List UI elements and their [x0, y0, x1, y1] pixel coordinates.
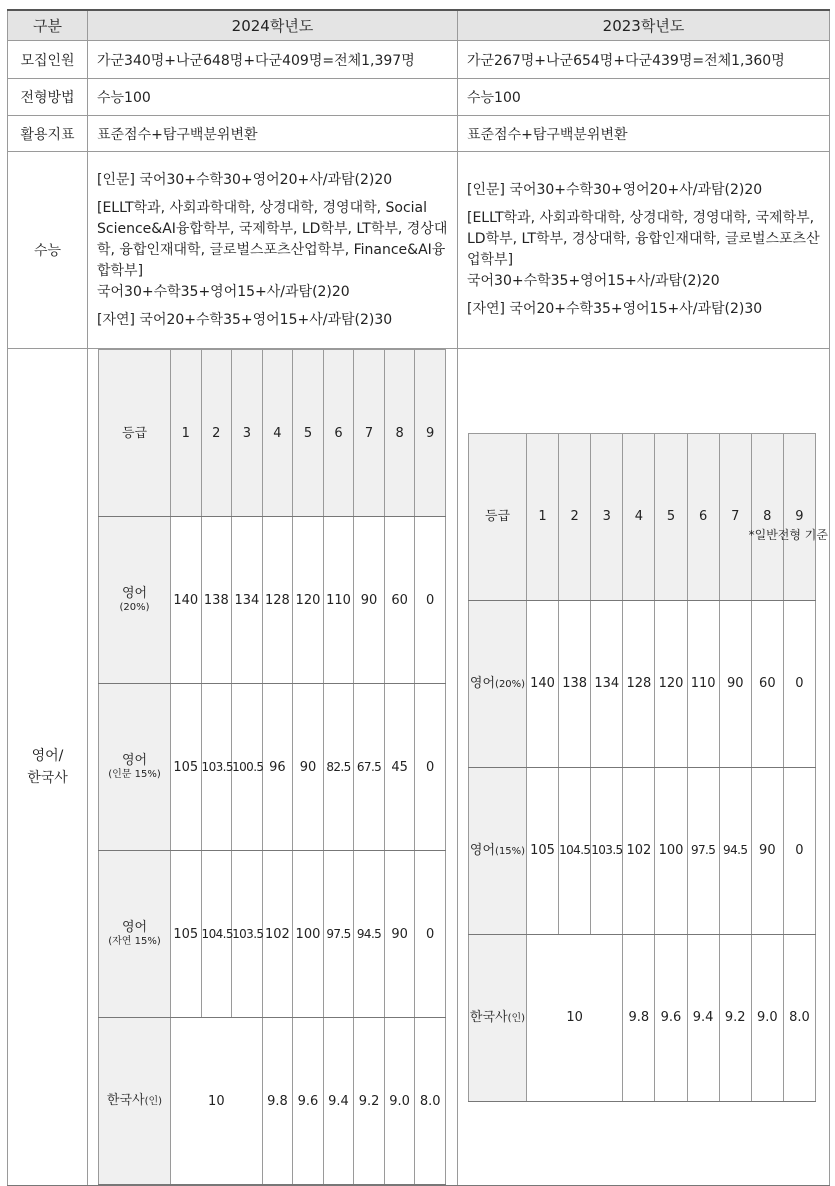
- korean-history-row: [99, 1018, 446, 1185]
- score-cell: 45: [384, 684, 415, 851]
- grade-number: 8: [751, 433, 783, 600]
- score-cell: 128: [623, 600, 655, 767]
- index-2023: 표준점수+탐구백분위변환: [458, 116, 830, 152]
- score-cell: 60: [751, 600, 783, 767]
- english-20-label: 영어 (20%): [99, 517, 171, 684]
- score-cell: 9.8: [262, 1018, 293, 1185]
- method-2024: 수능100: [88, 79, 458, 116]
- score-cell: 9.2: [354, 1018, 385, 1185]
- grade-header-label: 등급: [99, 350, 171, 517]
- header-category: 구분: [8, 10, 88, 41]
- grades-2024-cell: [88, 349, 458, 1186]
- suneung-2024-science: [자연] 국어20+수학35+영어15+사/과탐(2)30: [97, 311, 393, 328]
- grade-header-row: [99, 350, 446, 517]
- english-15-humanities-row: [99, 684, 446, 851]
- score-cell: 97.5: [323, 851, 354, 1018]
- admission-comparison-table: [7, 9, 830, 1186]
- suneung-2024-depts: [ELLT학과, 사회과학대학, 상경대학, 경영대학, Social Science&AI융합학부, 국제학부, LD학부, LT학부, 경상대학, 융합인재대학, 글로벌스포츠산업학부, Finance&AI융합학부]: [97, 199, 448, 279]
- score-cell: 82.5: [323, 684, 354, 851]
- score-cell: 8.0: [783, 934, 815, 1101]
- grade-number: 8: [384, 350, 415, 517]
- score-cell: 110: [687, 600, 719, 767]
- english-15-science-label: 영어 (자연 15%): [99, 851, 171, 1018]
- grade-number: 1: [171, 350, 202, 517]
- row-label-suneung: 수능: [8, 152, 88, 349]
- score-cell: 90: [354, 517, 385, 684]
- header-2023: 2023학년도: [458, 10, 830, 41]
- score-cell: 9.2: [719, 934, 751, 1101]
- score-cell: 9.4: [687, 934, 719, 1101]
- english-20-row: [469, 600, 816, 767]
- grade-number: 4: [623, 433, 655, 600]
- score-cell: 103.5: [591, 767, 623, 934]
- grade-header-label: 등급: [469, 433, 527, 600]
- score-cell: 97.5: [687, 767, 719, 934]
- suneung-2023-depts-formula: 국어30+수학35+영어15+사/과탐(2)20: [467, 273, 720, 289]
- score-cell: 134: [232, 517, 263, 684]
- score-cell: 140: [527, 600, 559, 767]
- row-method: [8, 79, 830, 116]
- grade-number: 3: [232, 350, 263, 517]
- grade-number: 2: [201, 350, 232, 517]
- grade-header-row: [469, 433, 816, 600]
- footnote: *일반전형 기준: [748, 528, 828, 542]
- suneung-2024: [88, 152, 458, 349]
- english-20-row: [99, 517, 446, 684]
- score-cell: 100: [293, 851, 324, 1018]
- score-cell: 9.6: [655, 934, 687, 1101]
- suneung-2023: [458, 152, 830, 349]
- score-cell: 138: [201, 517, 232, 684]
- score-cell: 9.4: [323, 1018, 354, 1185]
- grades-2023-cell: [458, 349, 830, 1186]
- korean-history-label: 한국사(인): [469, 934, 527, 1101]
- grade-number: 7: [719, 433, 751, 600]
- score-cell: 105: [527, 767, 559, 934]
- score-cell: 90: [719, 600, 751, 767]
- score-cell: 0: [783, 600, 815, 767]
- score-cell: 9.0: [384, 1018, 415, 1185]
- grade-number: 9: [415, 350, 446, 517]
- grade-number: 5: [655, 433, 687, 600]
- row-label-index: 활용지표: [8, 116, 88, 152]
- suneung-2024-depts-formula: 국어30+수학35+영어15+사/과탐(2)20: [97, 283, 350, 300]
- score-cell-merged: 10: [527, 934, 623, 1101]
- score-cell: 0: [415, 684, 446, 851]
- grade-number: 9: [783, 433, 815, 600]
- row-label-english-history: 영어/ 한국사: [8, 349, 88, 1186]
- row-suneung: [8, 152, 830, 349]
- score-cell: 0: [415, 517, 446, 684]
- english-15-label: 영어(15%): [469, 767, 527, 934]
- row-recruit: [8, 41, 830, 79]
- row-label-recruit: 모집인원: [8, 41, 88, 79]
- score-cell: 0: [415, 851, 446, 1018]
- recruit-2023: 가군267명+나군654명+다군439명=전체1,360명: [458, 41, 830, 79]
- score-cell: 110: [323, 517, 354, 684]
- score-cell: 100.5: [232, 684, 263, 851]
- score-cell: 105: [171, 851, 202, 1018]
- score-cell: 134: [591, 600, 623, 767]
- score-cell: 94.5: [354, 851, 385, 1018]
- score-cell: 104.5: [559, 767, 591, 934]
- header-row: [8, 10, 830, 41]
- score-cell: 90: [751, 767, 783, 934]
- index-2024: 표준점수+탐구백분위변환: [88, 116, 458, 152]
- score-cell: 128: [262, 517, 293, 684]
- suneung-2023-depts: [ELLT학과, 사회과학대학, 상경대학, 경영대학, 국제학부, LD학부, LT학부, 경상대학, 융합인재대학, 글로벌스포츠산업학부]: [467, 210, 820, 268]
- suneung-2023-humanities: [인문] 국어30+수학30+영어20+사/과탐(2)20: [467, 182, 763, 198]
- suneung-2023-science: [자연] 국어20+수학35+영어15+사/과탐(2)30: [467, 301, 763, 317]
- score-cell: 138: [559, 600, 591, 767]
- score-cell-merged: 10: [171, 1018, 263, 1185]
- score-cell: 9.6: [293, 1018, 324, 1185]
- grade-number: 5: [293, 350, 324, 517]
- grade-number: 3: [591, 433, 623, 600]
- score-cell: 90: [384, 851, 415, 1018]
- score-cell: 90: [293, 684, 324, 851]
- grade-number: 6: [323, 350, 354, 517]
- row-label-method: 전형방법: [8, 79, 88, 116]
- grade-number: 1: [527, 433, 559, 600]
- row-index: [8, 116, 830, 152]
- header-2024: 2024학년도: [88, 10, 458, 41]
- score-cell: 120: [293, 517, 324, 684]
- score-cell: 140: [171, 517, 202, 684]
- score-cell: 60: [384, 517, 415, 684]
- score-cell: 105: [171, 684, 202, 851]
- score-cell: 103.5: [201, 684, 232, 851]
- score-cell: 67.5: [354, 684, 385, 851]
- korean-history-label: 한국사(인): [99, 1018, 171, 1185]
- grade-table-2024: [98, 349, 446, 1185]
- score-cell: 0: [783, 767, 815, 934]
- score-cell: 104.5: [201, 851, 232, 1018]
- english-15-row: [469, 767, 816, 934]
- score-cell: 102: [623, 767, 655, 934]
- score-cell: 120: [655, 600, 687, 767]
- grade-number: 2: [559, 433, 591, 600]
- score-cell: 8.0: [415, 1018, 446, 1185]
- grade-number: 6: [687, 433, 719, 600]
- score-cell: 9.8: [623, 934, 655, 1101]
- score-cell: 96: [262, 684, 293, 851]
- score-cell: 9.0: [751, 934, 783, 1101]
- row-english-history: [8, 349, 830, 1186]
- english-15-science-row: [99, 851, 446, 1018]
- score-cell: 102: [262, 851, 293, 1018]
- method-2023: 수능100: [458, 79, 830, 116]
- suneung-2024-humanities: [인문] 국어30+수학30+영어20+사/과탐(2)20: [97, 171, 393, 188]
- recruit-2024: 가군340명+나군648명+다군409명=전체1,397명: [88, 41, 458, 79]
- score-cell: 100: [655, 767, 687, 934]
- english-20-label: 영어(20%): [469, 600, 527, 767]
- grade-number: 7: [354, 350, 385, 517]
- score-cell: 103.5: [232, 851, 263, 1018]
- score-cell: 94.5: [719, 767, 751, 934]
- grade-number: 4: [262, 350, 293, 517]
- korean-history-row: [469, 934, 816, 1101]
- english-15-humanities-label: 영어 (인문 15%): [99, 684, 171, 851]
